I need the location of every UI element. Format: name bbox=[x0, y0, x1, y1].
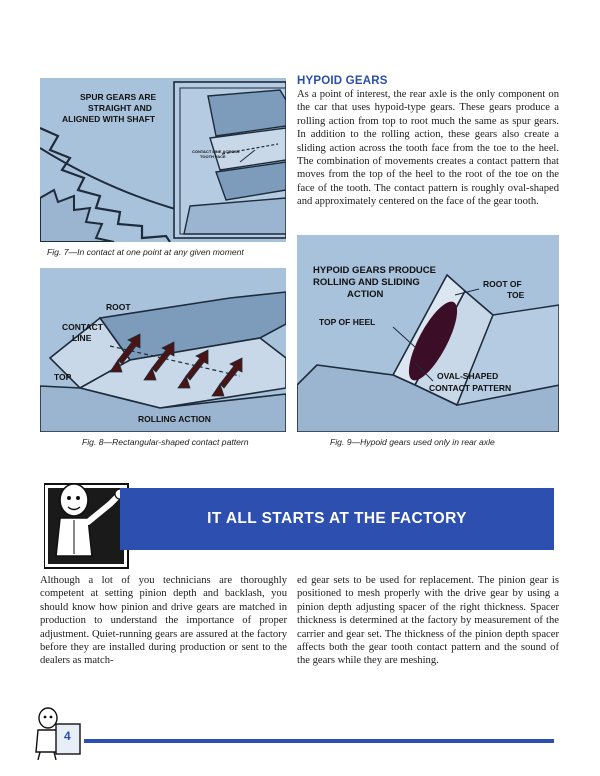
fig9-title-line-3: ACTION bbox=[347, 289, 384, 300]
hypoid-paragraph: As a point of interest, the rear axle is the only component on the car that uses hypoid-type gears. These gears produce a rolling action from top to root much the same as spur gears. In addition to the rolling action, these gears also create a sliding action across the tooth face from the toe to the heel. The combination of movements creates a contact pattern that moves from the top of the heel to the root of the toe on the face of the tooth. The contact pattern is roughly oval-shaped and approximately centered on the face of the gear tooth. bbox=[297, 89, 559, 208]
footer-rule bbox=[84, 739, 554, 743]
fig8-label-line: LINE bbox=[72, 333, 92, 343]
mascot-pointing-illustration bbox=[44, 470, 130, 570]
figure-8-rectangular-pattern bbox=[40, 268, 286, 432]
fig8-label-root: ROOT bbox=[106, 302, 131, 312]
fig9-title-line-1: HYPOID GEARS PRODUCE bbox=[313, 265, 436, 276]
fig9-label-toe: TOE bbox=[507, 290, 525, 300]
figure-9-caption: Fig. 9—Hypoid gears used only in rear axle bbox=[330, 437, 495, 447]
fig8-label-contact: CONTACT bbox=[62, 322, 103, 332]
fig9-title-line-2: ROLLING AND SLIDING bbox=[313, 277, 420, 288]
fig9-label-root-of: ROOT OF bbox=[483, 279, 522, 289]
body-column-1: Although a lot of you technicians are thoroughly competent at setting pinion depth and backlash, you should know how pinion and drive gears are matched in production to understand the importance of proper adjustment. Quiet-running gears are assured at the factory before they are installed during production or sent to the dealers as match- bbox=[40, 575, 287, 667]
page-number: 4 bbox=[64, 729, 71, 743]
figure-9-hypoid-gear bbox=[297, 235, 559, 432]
fig9-label-oval-shaped: OVAL-SHAPED bbox=[437, 371, 499, 381]
figure-7-spur-gears bbox=[40, 78, 286, 242]
fig9-label-top-of-heel: TOP OF HEEL bbox=[319, 317, 376, 327]
fig7-label-line-2: STRAIGHT AND bbox=[88, 103, 152, 113]
fig8-label-top: TOP bbox=[54, 372, 72, 382]
section-banner bbox=[120, 488, 554, 550]
body-column-2: ed gear sets to be used for replacement. The pinion gear is positioned to mesh properly with the drive gear by using a pinion depth adjusting spacer of the right thickness. Spacer thickness is determined at the factory by measurement of the carrier and gear set. The thickness of the pinion depth spacer affects both the gear tooth contact pattern and the sound of the gears while they are meshing. bbox=[297, 575, 559, 667]
fig8-label-rolling-action: ROLLING ACTION bbox=[138, 414, 211, 424]
fig7-small-label-1: CONTACT LINE ACROSS bbox=[192, 149, 240, 154]
figure-8-caption: Fig. 8—Rectangular-shaped contact pattern bbox=[82, 437, 249, 447]
fig7-label-line-3: ALIGNED WITH SHAFT bbox=[62, 114, 156, 124]
fig7-label-line-1: SPUR GEARS ARE bbox=[80, 92, 157, 102]
hypoid-heading: HYPOID GEARS bbox=[297, 75, 388, 87]
figure-7-caption: Fig. 7—In contact at one point at any given moment bbox=[47, 247, 244, 257]
spur-gear-illustration bbox=[40, 78, 286, 242]
contact-pattern-illustration bbox=[40, 268, 286, 432]
banner-title: IT ALL STARTS AT THE FACTORY bbox=[207, 510, 467, 527]
hypoid-gear-illustration bbox=[297, 235, 559, 432]
fig7-small-label-2: TOOTH FACE bbox=[200, 154, 226, 159]
mascot-footer-illustration bbox=[30, 706, 82, 760]
fig9-label-contact-pattern: CONTACT PATTERN bbox=[429, 383, 512, 393]
